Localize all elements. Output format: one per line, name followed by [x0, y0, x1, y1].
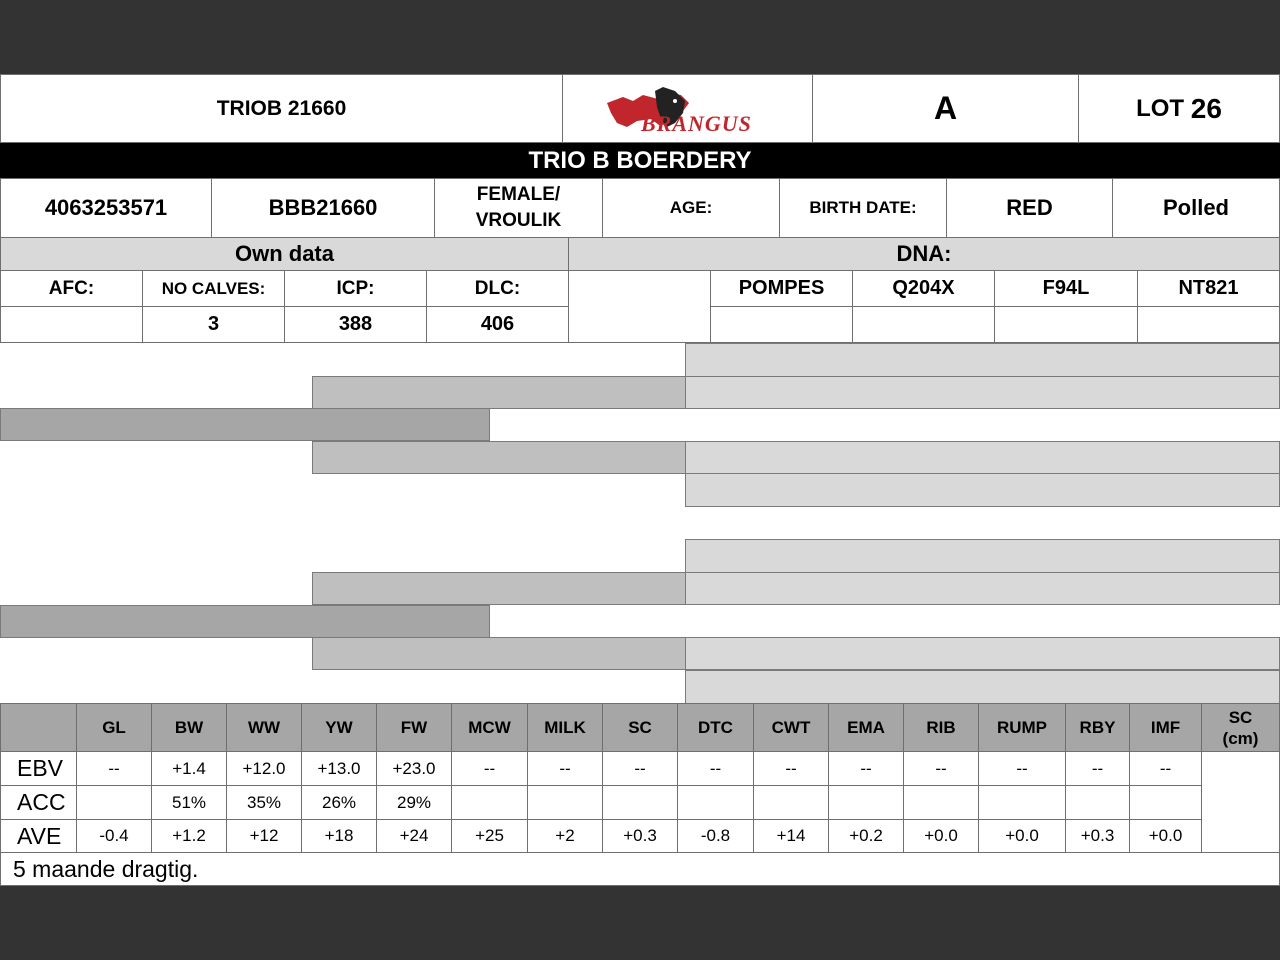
- acc-rib: [903, 785, 979, 820]
- col-dtc: DTC: [677, 703, 754, 752]
- ebv-ema: --: [828, 751, 904, 786]
- dna-test-3: F94L: [994, 270, 1138, 307]
- ebv-imf: --: [1129, 751, 1202, 786]
- ebv-sc: --: [602, 751, 678, 786]
- ebv-mcw: --: [451, 751, 528, 786]
- pedigree-sire-dam-sire: [685, 441, 1280, 474]
- sex-line2: VROULIK: [475, 210, 562, 231]
- color: RED: [946, 178, 1113, 238]
- pedigree-dam: [0, 605, 490, 638]
- dna-result-3: [994, 306, 1138, 343]
- pedigree-sire-sire: [312, 376, 686, 409]
- acc-milk: [527, 785, 603, 820]
- dlc-label: DLC:: [426, 270, 569, 307]
- col-gl: GL: [76, 703, 152, 752]
- brangus-logo-text: BRANGUS: [641, 111, 752, 136]
- ave-rib: +0.0: [903, 819, 979, 853]
- ave-imf: +0.0: [1129, 819, 1202, 853]
- icp-label: ICP:: [284, 270, 427, 307]
- lot-value: 26: [1190, 92, 1222, 124]
- col-milk: MILK: [527, 703, 603, 752]
- ebv-fw: +23.0: [376, 751, 452, 786]
- col-rump: RUMP: [978, 703, 1066, 752]
- col-mcw: MCW: [451, 703, 528, 752]
- own-data-title: Own data: [0, 237, 569, 271]
- dna-result-1: [710, 306, 853, 343]
- sc-cm-line2: (cm): [1222, 728, 1259, 748]
- lot-card: [0, 74, 1280, 886]
- ebv-gl: --: [76, 751, 152, 786]
- dna-blank: [568, 270, 711, 343]
- ave-ww: +12: [226, 819, 302, 853]
- ebv-yw: +13.0: [301, 751, 377, 786]
- row-label-ave: AVE: [0, 819, 77, 853]
- no-calves-label: NO CALVES:: [142, 270, 285, 307]
- afc-value: [0, 306, 143, 343]
- col-fw: FW: [376, 703, 452, 752]
- pedigree-dam-sire: [312, 572, 686, 605]
- grade: A: [812, 74, 1079, 143]
- ebv-rib: --: [903, 751, 979, 786]
- acc-yw: 26%: [301, 785, 377, 820]
- pedigree-dam-dam-dam: [685, 670, 1280, 704]
- ave-milk: +2: [527, 819, 603, 853]
- pedigree-sire-dam: [312, 441, 686, 474]
- dna-test-1: POMPES: [710, 270, 853, 307]
- ebv-dtc: --: [677, 751, 754, 786]
- dna-result-4: [1137, 306, 1280, 343]
- col-cwt: CWT: [753, 703, 829, 752]
- horn-status: Polled: [1112, 178, 1280, 238]
- col-ww: WW: [226, 703, 302, 752]
- col-ema: EMA: [828, 703, 904, 752]
- ave-mcw: +25: [451, 819, 528, 853]
- ave-gl: -0.4: [76, 819, 152, 853]
- pedigree-sire-dam-dam: [685, 473, 1280, 507]
- birth-date-label: BIRTH DATE:: [779, 178, 947, 238]
- ave-dtc: -0.8: [677, 819, 754, 853]
- acc-bw: 51%: [151, 785, 227, 820]
- row-label-acc: ACC: [0, 785, 77, 820]
- breeder-banner: TRIO B BOERDERY: [0, 143, 1280, 178]
- ave-ema: +0.2: [828, 819, 904, 853]
- pedigree-dam-dam: [312, 637, 686, 670]
- sc-cm-value: [1201, 751, 1280, 853]
- ebv-bw: +1.4: [151, 751, 227, 786]
- dna-test-4: NT821: [1137, 270, 1280, 307]
- col-rib: RIB: [903, 703, 979, 752]
- acc-ema: [828, 785, 904, 820]
- no-calves-value: 3: [142, 306, 285, 343]
- sex-line1: FEMALE/: [476, 184, 561, 205]
- ave-sc: +0.3: [602, 819, 678, 853]
- sc-cm-line1: SC: [1228, 707, 1253, 727]
- dna-result-2: [852, 306, 995, 343]
- acc-mcw: [451, 785, 528, 820]
- age-label: AGE:: [602, 178, 780, 238]
- acc-sc: [602, 785, 678, 820]
- pedigree-sire-sire-sire: [685, 343, 1280, 377]
- row-label-ebv: EBV: [0, 751, 77, 786]
- ebv-milk: --: [527, 751, 603, 786]
- lot-label: LOT: [1136, 94, 1185, 122]
- animal-name: TRIOB 21660: [0, 74, 563, 143]
- acc-ww: 35%: [226, 785, 302, 820]
- col-bw: BW: [151, 703, 227, 752]
- acc-imf: [1129, 785, 1202, 820]
- col-sc-cm: [1201, 703, 1280, 752]
- breed-logo: [562, 74, 813, 143]
- pedigree-sire-sire-dam: [685, 376, 1280, 409]
- pedigree-dam-sire-sire: [685, 539, 1280, 573]
- acc-dtc: [677, 785, 754, 820]
- icp-value: 388: [284, 306, 427, 343]
- acc-rby: [1065, 785, 1130, 820]
- ebv-ww: +12.0: [226, 751, 302, 786]
- dna-title: DNA:: [568, 237, 1280, 271]
- ave-yw: +18: [301, 819, 377, 853]
- ave-bw: +1.2: [151, 819, 227, 853]
- ave-fw: +24: [376, 819, 452, 853]
- afc-label: AFC:: [0, 270, 143, 307]
- pedigree-dam-dam-sire: [685, 637, 1280, 670]
- notes: 5 maande dragtig.: [0, 852, 1280, 886]
- col-rby: RBY: [1065, 703, 1130, 752]
- ebv-corner: [0, 703, 77, 752]
- dlc-value: 406: [426, 306, 569, 343]
- col-yw: YW: [301, 703, 377, 752]
- pedigree-dam-sire-dam: [685, 572, 1280, 605]
- col-imf: IMF: [1129, 703, 1202, 752]
- acc-gl: [76, 785, 152, 820]
- acc-rump: [978, 785, 1066, 820]
- id-number: 4063253571: [0, 178, 212, 238]
- ebv-cwt: --: [753, 751, 829, 786]
- pedigree-sire: [0, 408, 490, 441]
- col-sc: SC: [602, 703, 678, 752]
- acc-cwt: [753, 785, 829, 820]
- dna-test-2: Q204X: [852, 270, 995, 307]
- acc-fw: 29%: [376, 785, 452, 820]
- sex: [434, 178, 603, 238]
- registration-number: BBB21660: [211, 178, 435, 238]
- ebv-rby: --: [1065, 751, 1130, 786]
- ave-cwt: +14: [753, 819, 829, 853]
- ave-rump: +0.0: [978, 819, 1066, 853]
- ebv-rump: --: [978, 751, 1066, 786]
- ave-rby: +0.3: [1065, 819, 1130, 853]
- lot-number: [1078, 74, 1280, 143]
